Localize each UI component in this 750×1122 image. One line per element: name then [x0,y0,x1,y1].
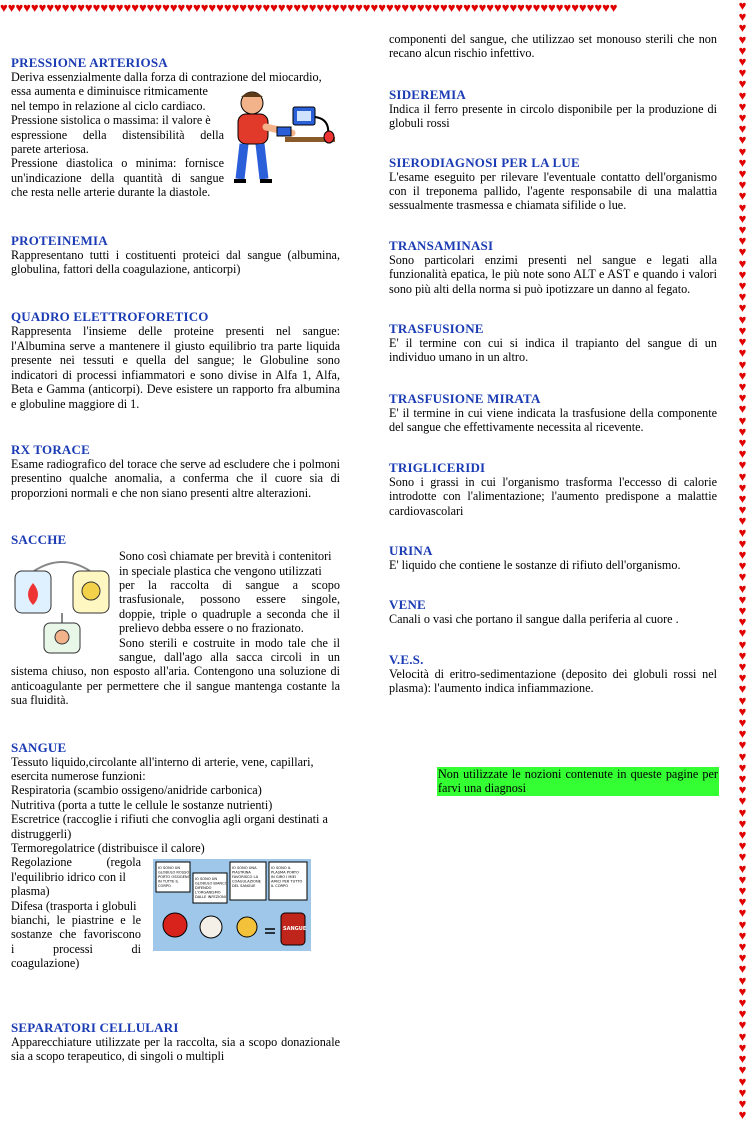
pressione-line: Pressione diastolica o minima: fornisce [11,156,224,171]
pressione-line: essa aumenta e diminuisce ritmicamente [11,84,208,99]
vene-text: Canali o vasi che portano il sangue dalla periferia al cuore . [389,612,679,627]
sangue-short-line: l'equilibrio idrico con il [11,869,126,884]
heading-transaminasi: TRANSAMINASI [389,237,494,253]
pressione-line: parete arteriosa. [11,142,89,157]
comic-bubble-4: IO SONO IL PLASMA PORTO IN GIRO I MIEI AMICI PER TUTTO IL CORPO [271,866,303,888]
hearts-border-right: ♥ ♥ ♥ ♥ ♥ ♥ ♥ ♥ ♥ ♥ ♥ ♥ ♥ ♥ ♥ ♥ ♥ ♥ ♥ ♥ ♥ ♥ ♥ ♥ ♥ ♥ ♥ ♥ ♥ ♥ ♥ ♥ ♥ ♥ ♥ ♥ ♥ ♥ ♥ ♥ ♥ ♥ ♥ ♥ ♥ ♥ ♥ ♥ ♥ ♥ ♥ ♥ ♥ ♥ ♥ ♥ ♥ ♥ ♥ ♥ ♥ ♥ ♥ ♥ ♥ ♥ ♥ ♥ ♥ ♥ ♥ ♥ ♥ ♥ ♥ ♥ ♥ ♥ ♥ ♥ ♥ ♥ ♥ ♥ ♥ ♥ ♥ ♥ ♥ ♥ ♥ ♥ ♥ ♥ ♥ ♥ ♥ ♥ ♥ ♥ [738,0,747,1122]
sierodiagnosi-text: L'esame eseguito per rilevare l'eventuale contatto dell'organismo con il treponema pallido, l'agente responsabile di una malattia sessualmente trasmessa e chiamata sifilide o lue. [389,169,717,213]
section-trigliceridi [389,461,717,518]
sacche-line: prelievo debba essere o no frazionato. [119,621,304,636]
trigliceridi-text: Sono i grassi in cui l'organismo trasforma l'eccesso di calorie introdotte con l'alimentazione; l'aumento predispone a malattie cardiovascolari [389,474,717,518]
sangue-line: Escretrice (raccoglie i rifiuti che convoglia agli organi destinati a [11,812,328,827]
sacche-line: doppie, triple o quadruple a seconda che il [119,606,340,621]
sangue-short-line: i processi di [11,941,141,956]
sangue-short-line: plasma) [11,884,50,899]
disclaimer-highlight: Non utilizzate le nozioni contenute in queste pagine per farvi una diagnosi [438,767,718,796]
section-trasfusione-mirata [389,392,717,435]
pressione-line: espressione della distensibilità della [11,127,224,142]
heading-ves: V.E.S. [389,651,424,667]
section-ves [389,653,717,696]
sacche-line: per la raccolta di sangue a scopo [119,577,340,592]
heading-vene: VENE [389,597,426,613]
sangue-line: Respiratoria (scambio ossigeno/anidride carbonica) [11,783,262,798]
pressione-line: Deriva essenzialmente dalla forza di contrazione del miocardio, [11,70,322,84]
heading-pressione: PRESSIONE ARTERIOSA [11,55,168,70]
section-sierodiagnosi [389,156,717,213]
comic-badge: SANGUE [283,926,307,932]
sangue-short-line: bianchi, le piastrine e le [11,913,141,928]
sangue-line: Tessuto liquido,circolante all'interno di arterie, vene, capillari, [11,754,314,769]
blood-cells-comic [153,859,311,951]
hearts-border-top: ♥♥♥♥♥♥♥♥♥♥♥♥♥♥♥♥♥♥♥♥♥♥♥♥♥♥♥♥♥♥♥♥♥♥♥♥♥♥♥♥♥♥♥♥♥♥♥♥♥♥♥♥♥♥♥♥♥♥♥♥♥♥♥♥♥♥♥♥♥♥♥♥♥♥♥♥♥♥♥♥ [0,0,618,15]
sacche-line: Sono così chiamate per brevità i contenitori [119,549,332,564]
heading-sacche: SACCHE [11,532,67,548]
comic-bubble-1: IO SONO UN GLOBULO ROSSO PORTO OSSIGENO IN TUTTE IL CORPO [158,866,191,888]
heading-sierodiagnosi: SIERODIAGNOSI PER LA LUE [389,154,580,170]
section-trasfusione [389,322,717,365]
pressione-line: Pressione sistolica o massima: il valore è [11,113,211,128]
section-transaminasi [389,239,717,296]
heading-sideremia: SIDEREMIA [389,86,466,102]
rx-text: Esame radiografico del torace che serve ad escludere che i polmoni presentino qualche anomalia, a conferma che il cuore sia di proporzioni normali e che non siano presenti altre alterazioni. [11,456,340,500]
heading-proteinemia: PROTEINEMIA [11,232,108,248]
sangue-short-line: coagulazione) [11,956,80,971]
sacche-line: sangue, dall'ago alla sacca circoli in un [119,649,340,664]
sacche-line: trasfusionale, possono essere singole, [119,592,340,607]
heading-rx: RX TORACE [11,441,90,457]
pressione-line: che resta nelle arterie durante la diastole. [11,185,211,200]
sangue-line: Termoregolatrice (distribuisce il calore) [11,841,205,856]
comic-bubble-2: IO SONO UN GLOBULO BIANCO DIFENDO L'ORGANISMO DALLE INFEZIONI [195,877,228,899]
blood-pressure-illustration [230,87,340,187]
quadro-text: Rappresenta l'insieme delle proteine presenti nel sangue: l'Albumina serve a mantenere il giusto equilibrio tra parte liquida presente nei tessuti e quella del sangue; le Globuline sono indicatori di processi infiammatori e sono divise in Alfa 1, Alfa, Beta e Gamma (anticorpi). Deve esistere un rapporto fra albumina e globuline maggiore di 1. [11,324,340,411]
section-urina [389,544,717,572]
sacche-tail: sistema chiuso, non esposto all'aria. Contengono una soluzione di anticoagulante per permettere che il sangue mantenga costante la sua fluidità. [11,664,340,708]
section-rx-torace [11,443,340,500]
separatori-text: Apparecchiature utilizzate per la raccolta, sia a scopo donazionale sia a scopo terapeutico, di singoli o multipli [11,1034,340,1064]
ves-text: Velocità di eritro-sedimentazione (deposito dei globuli rossi nel plasma): l'aumento indica infiammazione. [389,666,717,696]
sangue-line: Nutritiva (porta a tutte le cellule le sostanze nutrienti) [11,797,273,812]
sideremia-text: Indica il ferro presente in circolo disponibile per la produzione di globuli rossi [389,101,717,131]
heading-urina: URINA [389,542,433,558]
sangue-line: distruggerli) [11,826,72,841]
heading-quadro: QUADRO ELETTROFORETICO [11,309,209,325]
heading-trasfusione: TRASFUSIONE [389,321,484,337]
transaminasi-text: Sono particolari enzimi presenti nel sangue e legati alla funzionalità epatica, le più note sono ALT e AST e quando i valori sono più alti della norma si può ipotizzare un danno al fegato. [389,252,717,296]
sangue-short-line: sostanze che favoriscono [11,927,141,942]
right-column [389,32,717,696]
section-separatori-cellulari [11,1021,340,1064]
separatori-continuation: componenti del sangue, che utilizzao set monouso sterili che non recano alcun rischio infettivo. [389,32,717,61]
sacche-line: in speciale plastica che vengono utilizzati [119,563,322,578]
heading-sangue: SANGUE [11,739,67,755]
heading-separatori: SEPARATORI CELLULARI [11,1019,179,1035]
sangue-short-line: Difesa (trasporta i globuli [11,898,137,913]
section-vene [389,598,717,626]
trasfusione-mirata-text: E' il termine in cui viene indicata la trasfusione della componente del sangue che effettivamente necessita al ricevente. [389,405,717,435]
pressione-line: un'indicazione della quantità di sangue [11,170,224,185]
section-quadro-elettroforetico [11,310,340,410]
trasfusione-text: E' il termine con cui si indica il trapianto del sangue di un individuo umano in un altro. [389,336,717,365]
section-sideremia [389,88,717,131]
sangue-line: esercita numerose funzioni: [11,769,146,783]
heading-trasfusione-mirata: TRASFUSIONE MIRATA [389,390,541,406]
comic-bubble-3: IO SONO UNA PIASTRINA FAVORISCO LA COAGULAZIONE DEL SANGUE [232,866,261,888]
sangue-short-line: Regolazione (regola [11,855,141,870]
urina-text: E' liquido che contiene le sostanze di rifiuto dell'organismo. [389,557,681,572]
proteinemia-text: Rappresentano tutti i costituenti proteici dal sangue (albumina, globulina, fattori della coagulazione, anticorpi) [11,247,340,277]
section-proteinemia [11,234,340,277]
heading-trigliceridi: TRIGLICERIDI [389,459,486,475]
pressione-line: nel tempo in relazione al ciclo cardiaco. [11,98,206,113]
blood-bags-illustration [12,557,112,655]
sacche-line: Sono sterili e costruite in modo tale che il [119,635,340,650]
